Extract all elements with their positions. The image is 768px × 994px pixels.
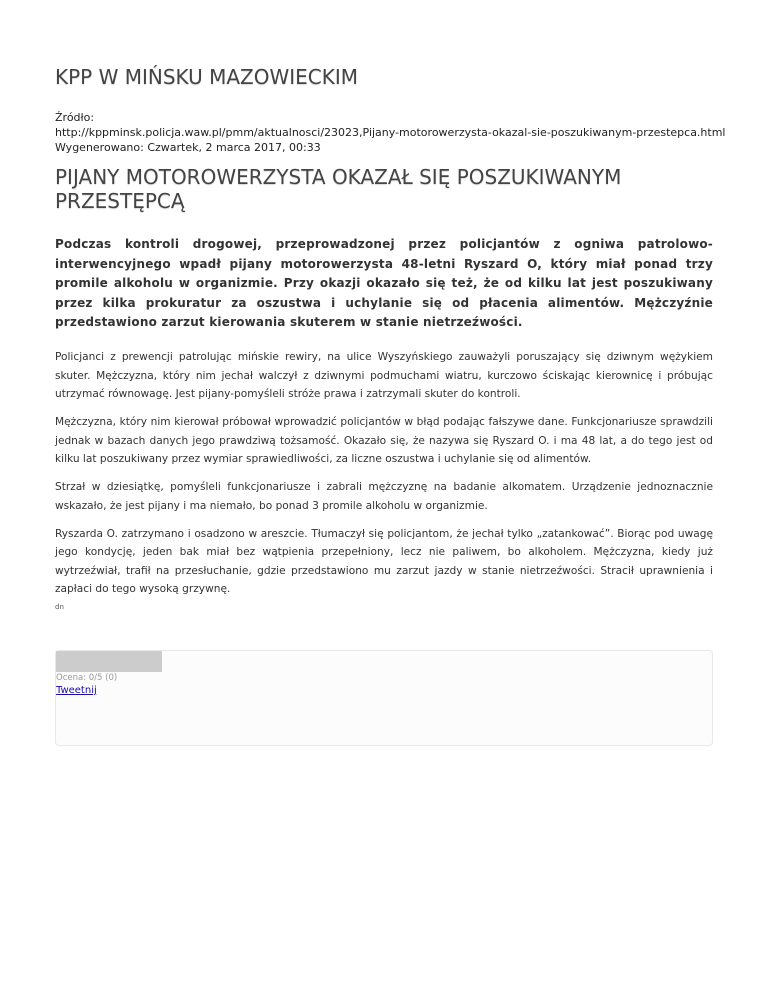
- generated-date: Wygenerowano: Czwartek, 2 marca 2017, 00:33: [55, 141, 321, 154]
- paragraph: Mężczyzna, który nim kierował próbował wprowadzić policjantów w błąd podając fałszywe dane. Funkcjonariusze sprawdzili jednak w bazach danych jego prawdziwą tożsamość. Okazało się, że nazywa się Ryszard O. i ma 48 lat, a do tego jest od kilku lat poszukiwany przez wymiar sprawiedliwości, za liczne oszustwa i uchylanie się od alimentów.: [55, 416, 713, 465]
- article-title: PIJANY MOTOROWERZYSTA OKAZAŁ SIĘ POSZUKIWANYM PRZESTĘPCĄ: [55, 165, 622, 213]
- paragraph: Policjanci z prewencji patrolując mińskie rewiry, na ulice Wyszyńskiego zauważyli poruszający się dziwnym wężykiem skuter. Mężczyzna, który nim jechał walczył z dziwnymi podmuchami wiatru, kurczowo ściskając kierownicę i próbując utrzymać równowagę. Jest pijany-pomyśleli stróże prawa i zatrzymali skuter do kontroli.: [55, 351, 713, 400]
- paragraph: Strzał w dziesiątkę, pomyśleli funkcjonariusze i zabrali mężczyznę na badanie alkomatem. Urządzenie jednoznacznie wskazało, że jest pijany i ma niemało, bo ponad 3 promile alkoholu w organizmie.: [55, 481, 713, 512]
- source-label: Źródło:: [55, 111, 95, 124]
- tweet-link[interactable]: Tweetnij: [56, 685, 97, 696]
- paragraph: Ryszarda O. zatrzymano i osadzono w areszcie. Tłumaczył się policjantom, że jechał tylko „zatankować”. Biorąc pod uwagę jego kondycję, jeden bak miał bez wątpienia przepełniony, lecz nie paliwem, bo alkoholem. Mężczyzna, kiedy już wytrzeźwiał, trafił na przesłuchanie, gdzie przedstawiono mu zarzut jazdy w stanie nietrzeźwości. Stracił uprawnienia i zapłaci do tego wysoką grzywnę.: [55, 527, 713, 595]
- source-url: http://kppminsk.policja.waw.pl/pmm/aktualnosci/23023,Pijany-motorowerzysta-okazal-sie-poszukiwanym-przestepca.html: [55, 126, 726, 139]
- article-lead: Podczas kontroli drogowej, przeprowadzonej przez policjantów z ogniwa patrolowo-interwencyjnego wpadł pijany motorowerzysta 48-letni Ryszard O, który miał ponad trzy promile alkoholu w organizmie. Przy okazji okazało się też, że od kilku lat jest poszukiwany przez kilka prokuratur za oszustwa i uchylanie się od płacenia alimentów. Mężczyźnie przedstawiono zarzut kierowania skuterem w stanie nietrzeźwości.: [55, 237, 713, 329]
- rating-box: [55, 650, 713, 746]
- site-title: KPP W MIŃSKU MAZOWIECKIM: [55, 65, 359, 89]
- author-initials: dn: [55, 603, 64, 611]
- article-body: [55, 348, 713, 608]
- rating-stars-bar[interactable]: [56, 651, 162, 672]
- rating-text: Ocena: 0/5 (0): [56, 673, 118, 683]
- source-info: [55, 110, 735, 155]
